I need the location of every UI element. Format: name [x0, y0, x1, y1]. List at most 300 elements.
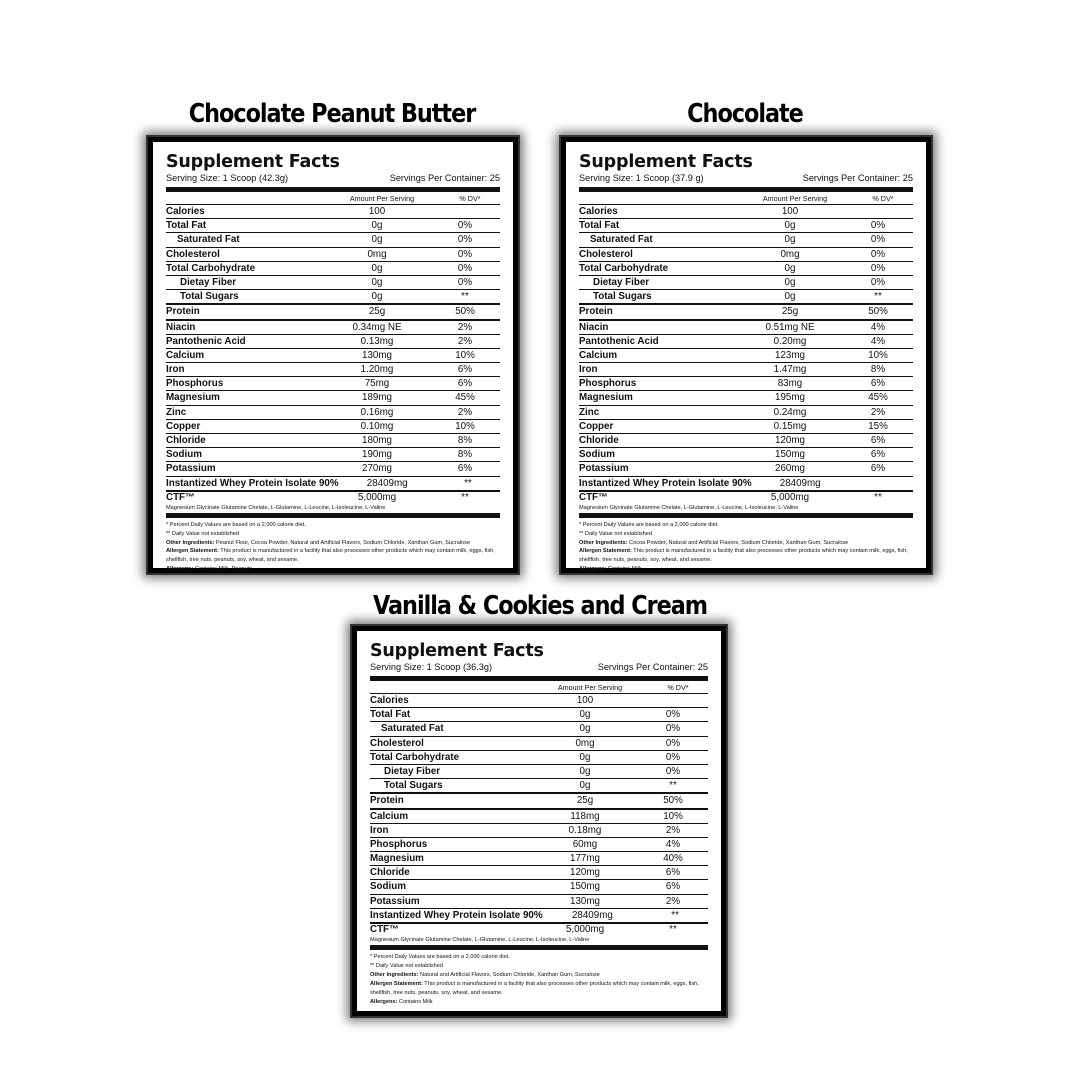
- nutrient-amount: 120mg: [775, 435, 805, 446]
- nutrient-amount: 177mg: [570, 853, 600, 865]
- other-ingredients: [166, 539, 500, 548]
- nutrient-dv: 0%: [665, 751, 681, 763]
- nutrient-row: [579, 219, 913, 233]
- nutrient-name: Iron: [166, 364, 185, 376]
- divider-bar: [579, 513, 913, 518]
- nutrient-row: [166, 434, 500, 448]
- nutrient-amount: 0g: [784, 220, 796, 232]
- nutrient-name: Calories: [166, 206, 205, 217]
- nutrient-row: [579, 262, 913, 276]
- nutrient-dv: 2%: [457, 321, 473, 333]
- nutrient-dv: 15%: [868, 420, 888, 432]
- nutrient-dv: 2%: [457, 406, 473, 418]
- nutrient-name: Cholesterol: [166, 248, 220, 260]
- flavor-title: Vanilla & Cookies and Cream: [372, 591, 708, 621]
- nutrient-dv: 0%: [457, 234, 473, 246]
- nutrient-dv: 0%: [870, 220, 886, 232]
- nutrient-name: Sodium: [166, 449, 202, 461]
- nutrient-name: Niacin: [166, 321, 196, 333]
- nutrient-row: [166, 391, 500, 405]
- nutrient-amount: 0.15mg: [773, 420, 807, 432]
- nutrient-row: [166, 305, 500, 320]
- serving-size: Serving Size: 1 Scoop (36.3g): [370, 662, 493, 672]
- nutrient-dv: 0%: [665, 737, 681, 749]
- nutrient-dv: 10%: [663, 810, 683, 822]
- nutrient-amount: 190mg: [362, 449, 392, 461]
- nutrient-amount: 1.20mg: [360, 364, 394, 376]
- nutrient-row: [370, 838, 708, 852]
- header-spacer: [370, 683, 532, 693]
- nutrient-amount: 0mg: [780, 248, 800, 260]
- ctf-block: [370, 924, 708, 944]
- allergens-label: Allergens:: [166, 566, 194, 573]
- nutrient-dv: 50%: [868, 306, 888, 318]
- nutrient-name: Instantized Whey Protein Isolate 90%: [370, 909, 543, 921]
- nutrient-name: Total Carbohydrate: [370, 751, 460, 763]
- nutrient-dv: 6%: [870, 378, 886, 390]
- nutrient-name: Iron: [579, 364, 598, 376]
- ctf-row: [579, 492, 913, 504]
- no-dv-note: ** Daily Value not established: [370, 962, 443, 969]
- nutrient-amount: 180mg: [362, 435, 392, 446]
- allergen-statement: [166, 547, 500, 565]
- allergens: [579, 565, 913, 574]
- nutrient-dv: 0%: [665, 709, 681, 721]
- nutrient-row: [579, 305, 913, 320]
- nutrient-dv: [638, 694, 708, 707]
- ctf-ingredients: Magnesium Glycinate Glutamine Chelate, L-Glutamine, L-Leucine, L-Isoleucine, L-Valine: [166, 504, 386, 511]
- nutrient-name: Chloride: [579, 435, 619, 446]
- nutrient-dv: **: [461, 291, 469, 303]
- servings-per-container: Servings Per Container: 25: [389, 173, 500, 183]
- nutrient-dv: 0%: [870, 234, 886, 246]
- nutrient-amount: 118mg: [570, 810, 600, 822]
- footnotes: [166, 521, 500, 574]
- nutrient-name: Protein: [579, 306, 613, 318]
- nutrient-dv: 0%: [665, 723, 681, 735]
- nutrient-name: Calories: [370, 695, 409, 706]
- nutrient-amount: 25g: [781, 306, 799, 318]
- nutrient-name: Chloride: [166, 435, 206, 446]
- nutrient-name: Protein: [166, 306, 200, 318]
- nutrient-row: [579, 420, 913, 434]
- nutrient-dv: 6%: [870, 463, 886, 475]
- nutrient-name: Dietay Fiber: [180, 276, 237, 288]
- nutrient-name: Sodium: [370, 881, 406, 893]
- flavor-title: Chocolate: [687, 99, 803, 129]
- other-ingredients: [370, 971, 708, 980]
- nutrient-amount: 0g: [579, 751, 591, 763]
- nutrient-dv: 4%: [870, 321, 886, 333]
- nutrient-row: [370, 866, 708, 880]
- supplement-facts-title: Supplement Facts: [370, 641, 544, 661]
- supplement-facts-panel: [352, 626, 726, 1016]
- no-dv-note: ** Daily Value not established: [579, 530, 652, 537]
- nutrient-row: [579, 335, 913, 349]
- allergens-label: Allergens:: [370, 998, 398, 1005]
- serving-size: Serving Size: 1 Scoop (37.9 g): [579, 173, 704, 183]
- nutrient-name: Calcium: [166, 349, 205, 361]
- ctf-dv: **: [669, 924, 677, 935]
- nutrient-dv: 8%: [457, 449, 473, 461]
- nutrient-dv: 6%: [870, 435, 886, 446]
- nutrient-dv: **: [671, 909, 679, 921]
- amount-per-serving-header: Amount Per Serving: [349, 194, 415, 203]
- nutrient-row: [370, 751, 708, 765]
- nutrient-row: [166, 290, 500, 305]
- nutrient-row: [166, 248, 500, 262]
- supplement-facts-title: Supplement Facts: [166, 152, 340, 172]
- nutrient-name: Total Carbohydrate: [579, 262, 669, 274]
- nutrient-row: [166, 349, 500, 363]
- nutrient-row: [370, 708, 708, 722]
- footnotes: [370, 953, 708, 1006]
- nutrient-amount: 0g: [784, 291, 796, 303]
- ctf-name: CTF™: [370, 924, 399, 935]
- allergens: [370, 998, 708, 1007]
- nutrient-dv: 0%: [870, 262, 886, 274]
- ctf-dv: **: [461, 491, 469, 503]
- nutrient-dv: [849, 477, 913, 490]
- amount-per-serving-header: Amount Per Serving: [762, 194, 828, 203]
- nutrient-name: Saturated Fat: [381, 723, 444, 735]
- nutrient-amount: 0g: [371, 291, 383, 303]
- nutrient-dv: 2%: [665, 895, 681, 907]
- ctf-row: [370, 924, 708, 936]
- allergen-statement: [579, 547, 913, 565]
- header-spacer: [579, 194, 737, 204]
- nutrient-row: [579, 363, 913, 377]
- amount-per-serving-header: Amount Per Serving: [557, 683, 623, 692]
- nutrient-dv: 2%: [665, 824, 681, 836]
- nutrient-row: [579, 205, 913, 219]
- ctf-ingredients: Magnesium Glycinate Glutamine Chelate, L-Glutamine, L-Leucine, L-Isoleucine, L-Valine: [370, 937, 590, 943]
- nutrient-row: [370, 722, 708, 736]
- nutrient-row: [370, 895, 708, 909]
- nutrient-name: Sodium: [579, 449, 615, 461]
- nutrient-name: Total Fat: [370, 709, 411, 721]
- other-ingredients-label: Other Ingredients:: [370, 971, 419, 978]
- nutrient-amount: 123mg: [775, 349, 805, 361]
- nutrient-amount: 0g: [579, 765, 591, 777]
- nutrient-name: Total Sugars: [593, 291, 652, 303]
- nutrient-row: [579, 349, 913, 363]
- nutrient-name: Calcium: [579, 349, 618, 361]
- nutrient-amount: 0g: [784, 276, 796, 288]
- other-ingredients-text: Natural and Artificial Flavors, Sodium Chloride, Xanthan Gum, Sucralose: [420, 971, 600, 978]
- nutrient-dv: [430, 205, 500, 218]
- dv-note: * Percent Daily Values are based on a 2,000 calorie diet.: [166, 521, 306, 528]
- nutrient-amount: 270mg: [362, 463, 392, 475]
- nutrient-amount: 28409mg: [571, 909, 613, 921]
- other-ingredients-label: Other Ingredients:: [579, 539, 628, 546]
- nutrient-name: Potassium: [579, 463, 629, 475]
- column-header: [579, 192, 913, 205]
- dv-note: * Percent Daily Values are based on a 2,000 calorie diet.: [579, 521, 719, 528]
- allergen-statement-label: Allergen Statement:: [579, 548, 632, 555]
- allergen-statement-text: This product is manufactured in a facility that also processes other products which may contain milk, eggs, fish, shellfish, tree nuts, peanuts, soy, wheat, and sesame.: [166, 548, 495, 564]
- nutrient-name: Magnesium: [370, 853, 424, 865]
- nutrient-row: [166, 262, 500, 276]
- nutrient-amount: 0g: [579, 723, 591, 735]
- nutrient-amount: 100: [368, 206, 386, 217]
- nutrient-amount: 0g: [371, 234, 383, 246]
- supplement-facts-panel: [561, 137, 931, 573]
- nutrient-amount: 25g: [368, 306, 386, 318]
- nutrient-row: [166, 205, 500, 219]
- serving-size: Serving Size: 1 Scoop (42.3g): [166, 173, 289, 183]
- nutrient-dv: 4%: [665, 838, 681, 850]
- dv-header: % DV*: [459, 194, 481, 203]
- serving-info: [166, 173, 500, 184]
- divider-bar: [370, 945, 708, 950]
- nutrient-dv: 0%: [665, 765, 681, 777]
- ctf-block: [166, 492, 500, 512]
- nutrient-dv: 2%: [870, 406, 886, 418]
- nutrient-name: Magnesium: [579, 392, 633, 404]
- nutrient-row: [370, 810, 708, 824]
- servings-per-container: Servings Per Container: 25: [597, 662, 708, 672]
- nutrient-row: [166, 406, 500, 420]
- nutrient-dv: 2%: [457, 335, 473, 347]
- nutrient-row: [166, 219, 500, 233]
- nutrient-name: Total Sugars: [180, 291, 239, 303]
- nutrient-dv: 0%: [457, 248, 473, 260]
- nutrient-row: [579, 290, 913, 305]
- header-spacer: [166, 194, 324, 204]
- nutrient-amount: 0.51mg NE: [765, 321, 815, 333]
- nutrient-dv: [843, 205, 913, 218]
- allergens-text: Contains Milk, Peanuts: [194, 566, 253, 573]
- nutrient-name: Pantothenic Acid: [166, 335, 246, 347]
- supplement-facts-panel: [148, 137, 518, 573]
- nutrient-dv: 0%: [457, 276, 473, 288]
- nutrient-dv: 6%: [457, 463, 473, 475]
- dv-note: * Percent Daily Values are based on a 2,000 calorie diet.: [370, 954, 510, 960]
- nutrient-dv: **: [669, 780, 677, 792]
- nutrient-amount: 0.16mg: [360, 406, 394, 418]
- nutrient-row: [579, 477, 913, 492]
- divider-bar: [166, 513, 500, 518]
- nutrient-dv: 8%: [870, 364, 886, 376]
- nutrient-row: [166, 321, 500, 335]
- nutrient-name: Chloride: [370, 867, 410, 879]
- nutrient-amount: 0g: [371, 276, 383, 288]
- nutrient-dv: 0%: [457, 262, 473, 274]
- no-dv-note: ** Daily Value not established: [166, 530, 239, 537]
- nutrient-name: Dietay Fiber: [593, 276, 650, 288]
- nutrient-row: [166, 276, 500, 290]
- nutrient-name: Potassium: [370, 895, 420, 907]
- nutrient-row: [370, 824, 708, 838]
- nutrient-amount: 0.18mg: [568, 824, 602, 836]
- nutrient-row: [579, 391, 913, 405]
- nutrient-row: [166, 377, 500, 391]
- nutrient-amount: 130mg: [362, 349, 392, 361]
- nutrient-name: Calcium: [370, 810, 409, 822]
- footnotes: [579, 521, 913, 574]
- nutrient-row: [579, 276, 913, 290]
- column-header: [166, 192, 500, 205]
- nutrient-amount: 150mg: [570, 881, 600, 893]
- nutrient-row: [370, 737, 708, 751]
- nutrient-dv: 10%: [455, 349, 475, 361]
- nutrient-amount: 150mg: [775, 449, 805, 461]
- nutrient-name: Total Carbohydrate: [166, 262, 256, 274]
- nutrient-row: [166, 335, 500, 349]
- nutrient-dv: 6%: [665, 867, 681, 879]
- nutrient-name: Pantothenic Acid: [579, 335, 659, 347]
- nutrient-name: Saturated Fat: [590, 234, 653, 246]
- nutrient-amount: 0g: [371, 220, 383, 232]
- flavor-title: Chocolate Peanut Butter: [188, 99, 476, 129]
- nutrient-name: Cholesterol: [579, 248, 633, 260]
- nutrient-dv: 45%: [868, 392, 888, 404]
- ctf-block: [579, 492, 913, 512]
- nutrient-name: Instantized Whey Protein Isolate 90%: [579, 477, 752, 489]
- nutrient-row: [166, 233, 500, 247]
- nutrient-name: Zinc: [579, 406, 600, 418]
- nutrient-dv: 6%: [870, 449, 886, 461]
- ctf-amount: 5,000mg: [770, 491, 810, 503]
- nutrient-amount: 100: [576, 695, 594, 706]
- other-ingredients-text: Cocoa Powder, Natural and Artificial Flavors, Sodium Chloride, Xanthan Gum, Sucralose: [629, 539, 849, 546]
- nutrient-name: Total Fat: [166, 220, 207, 232]
- ctf-name: CTF™: [166, 491, 195, 503]
- dv-header: % DV*: [667, 683, 689, 692]
- nutrient-dv: 8%: [457, 435, 473, 446]
- nutrient-dv: 50%: [455, 306, 475, 318]
- ctf-row: [166, 492, 500, 504]
- nutrient-dv: 10%: [868, 349, 888, 361]
- nutrient-dv: 10%: [455, 420, 475, 432]
- nutrient-row: [579, 462, 913, 476]
- nutrient-amount: 25g: [576, 795, 594, 807]
- ctf-ingredients: Magnesium Glycinate Glutamine Chelate, L-Glutamine, L-Leucine, L-Isoleucine, L-Valine: [579, 504, 799, 511]
- nutrient-amount: 28409mg: [779, 477, 821, 489]
- nutrient-name: Phosphorus: [370, 838, 428, 850]
- supplement-facts-title: Supplement Facts: [579, 152, 753, 172]
- nutrient-amount: 83mg: [777, 378, 803, 390]
- nutrient-name: Protein: [370, 795, 404, 807]
- nutrient-name: Instantized Whey Protein Isolate 90%: [166, 477, 339, 489]
- nutrient-name: Potassium: [166, 463, 216, 475]
- nutrient-row: [166, 477, 500, 492]
- nutrient-row: [370, 794, 708, 809]
- serving-info: [579, 173, 913, 184]
- ctf-dv: **: [874, 491, 882, 503]
- nutrient-row: [579, 448, 913, 462]
- allergen-statement: [370, 980, 708, 998]
- nutrient-name: Dietay Fiber: [384, 765, 441, 777]
- nutrient-row: [166, 462, 500, 476]
- nutrient-dv: 6%: [457, 378, 473, 390]
- nutrient-amount: 28409mg: [366, 477, 408, 489]
- nutrient-name: Niacin: [579, 321, 609, 333]
- nutrient-row: [370, 694, 708, 708]
- nutrient-name: Total Fat: [579, 220, 620, 232]
- nutrient-amount: 260mg: [775, 463, 805, 475]
- other-ingredients-label: Other Ingredients:: [166, 539, 215, 546]
- nutrient-name: Zinc: [166, 406, 187, 418]
- allergens-text: Contains Milk: [398, 998, 433, 1005]
- nutrient-row: [370, 852, 708, 866]
- nutrient-row: [370, 765, 708, 779]
- nutrient-row: [166, 363, 500, 377]
- nutrient-amount: 0mg: [367, 248, 387, 260]
- allergen-statement-text: This product is manufactured in a facility that also processes other products which may contain milk, eggs, fish, shellfish, tree nuts, peanuts, soy, wheat, and sesame.: [579, 548, 908, 564]
- dv-header: % DV*: [872, 194, 894, 203]
- nutrient-amount: 0.20mg: [773, 335, 807, 347]
- nutrient-name: Magnesium: [166, 392, 220, 404]
- nutrient-name: Cholesterol: [370, 737, 424, 749]
- nutrient-amount: 0.13mg: [360, 335, 394, 347]
- serving-info: [370, 662, 708, 673]
- ctf-amount: 5,000mg: [565, 924, 605, 935]
- nutrient-name: Phosphorus: [579, 378, 637, 390]
- nutrient-amount: 0.24mg: [773, 406, 807, 418]
- nutrient-row: [579, 321, 913, 335]
- nutrient-amount: 1.47mg: [773, 364, 807, 376]
- nutrient-dv: 0%: [457, 220, 473, 232]
- nutrient-dv: 50%: [663, 795, 683, 807]
- nutrient-row: [579, 406, 913, 420]
- nutrient-amount: 75mg: [364, 378, 390, 390]
- nutrient-row: [579, 434, 913, 448]
- nutrient-amount: 130mg: [570, 895, 600, 907]
- other-ingredients: [579, 539, 913, 548]
- nutrient-amount: 0.10mg: [360, 420, 394, 432]
- nutrient-name: Copper: [166, 420, 201, 432]
- nutrient-amount: 100: [781, 206, 799, 217]
- allergens-label: Allergens:: [579, 566, 607, 573]
- nutrient-amount: 0g: [371, 262, 383, 274]
- nutrient-dv: 40%: [663, 853, 683, 865]
- nutrient-row: [579, 248, 913, 262]
- nutrient-amount: 0mg: [575, 737, 595, 749]
- nutrient-dv: 0%: [870, 276, 886, 288]
- nutrient-amount: 195mg: [775, 392, 805, 404]
- nutrient-row: [579, 377, 913, 391]
- nutrient-row: [166, 420, 500, 434]
- nutrient-amount: 0g: [579, 780, 591, 792]
- allergens-text: Contains Milk: [607, 566, 642, 573]
- allergen-statement-text: This product is manufactured in a facility that also processes other products which may contain milk, eggs, fish, shellfish, tree nuts, peanuts, soy, wheat, and sesame.: [370, 980, 699, 996]
- allergen-statement-label: Allergen Statement:: [166, 548, 219, 555]
- nutrient-amount: 0g: [579, 709, 591, 721]
- nutrient-amount: 0.34mg NE: [352, 321, 402, 333]
- nutrient-name: Saturated Fat: [177, 234, 240, 246]
- other-ingredients-text: Peanut Flour, Cocoa Powder, Natural and Artificial Flavors, Sodium Chloride, Xanthan Gum, Sucralose: [216, 539, 471, 546]
- ctf-name: CTF™: [579, 491, 608, 503]
- allergens: [166, 565, 500, 574]
- nutrient-amount: 120mg: [570, 867, 600, 879]
- nutrient-dv: 6%: [457, 364, 473, 376]
- nutrient-amount: 189mg: [362, 392, 392, 404]
- nutrient-row: [370, 909, 708, 924]
- nutrient-dv: 4%: [870, 335, 886, 347]
- nutrient-dv: 0%: [870, 248, 886, 260]
- nutrient-row: [370, 880, 708, 894]
- ctf-amount: 5,000mg: [357, 491, 397, 503]
- nutrient-row: [579, 233, 913, 247]
- nutrient-name: Iron: [370, 824, 389, 836]
- nutrient-name: Copper: [579, 420, 614, 432]
- allergen-statement-label: Allergen Statement:: [370, 980, 423, 987]
- nutrient-amount: 0g: [784, 262, 796, 274]
- nutrient-amount: 60mg: [572, 838, 598, 850]
- nutrient-amount: 0g: [784, 234, 796, 246]
